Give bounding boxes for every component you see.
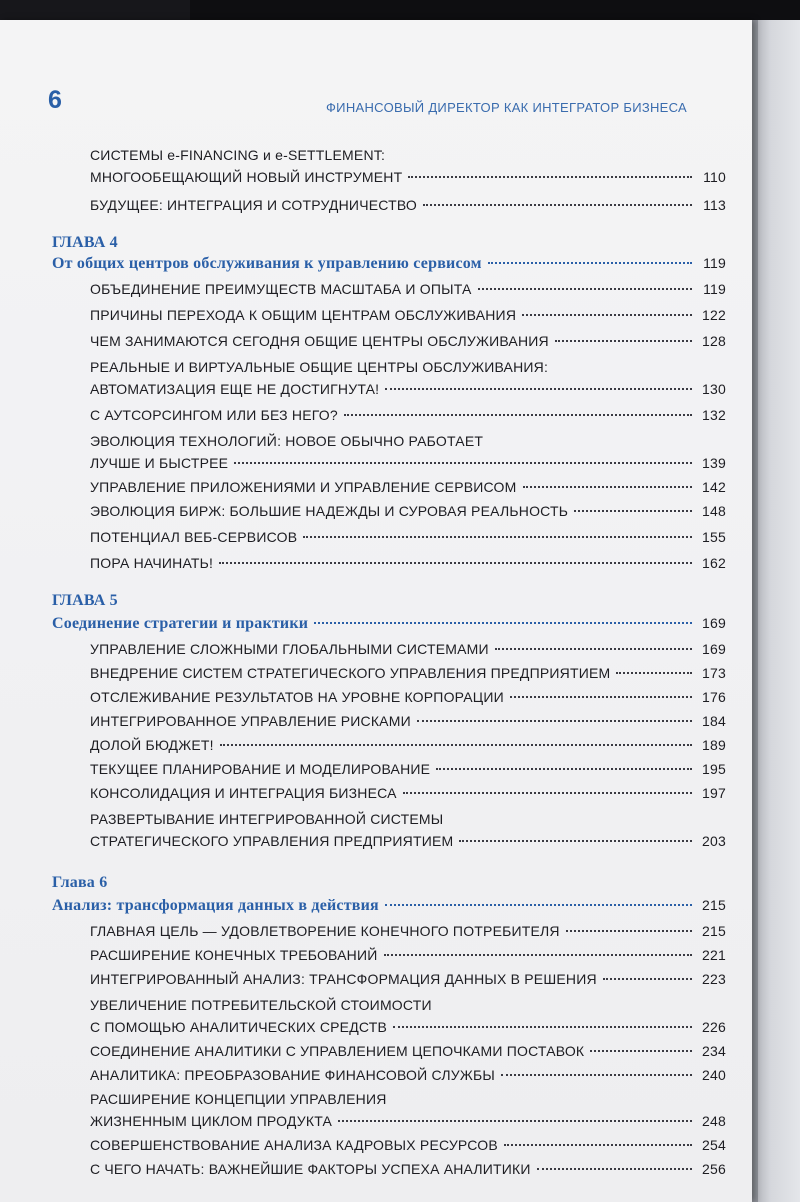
toc-entry-title: ЧЕМ ЗАНИМАЮТСЯ СЕГОДНЯ ОБЩИЕ ЦЕНТРЫ ОБСЛУЖИВАНИЯ [90,333,549,349]
toc-entry-title: ИНТЕГРИРОВАННЫЙ АНАЛИЗ: ТРАНСФОРМАЦИЯ ДАННЫХ В РЕШЕНИЯ [90,971,597,987]
toc-entry-page: 132 [702,407,726,423]
toc-entry [90,166,726,188]
toc-entry [90,944,726,966]
toc-entry-page: 203 [702,833,726,849]
running-head: ФИНАНСОВЫЙ ДИРЕКТОР КАК ИНТЕГРАТОР БИЗНЕСА [326,100,688,115]
toc-entry [90,378,726,400]
toc-entry-title: АНАЛИТИКА: ПРЕОБРАЗОВАНИЕ ФИНАНСОВОЙ СЛУЖБЫ [90,1067,495,1083]
page-number: 6 [48,86,62,114]
dot-leader [603,978,692,980]
toc-entry [90,968,726,990]
toc-entry-page: 226 [702,1019,726,1035]
toc-entry-title: ИНТЕГРИРОВАННОЕ УПРАВЛЕНИЕ РИСКАМИ [90,713,411,729]
toc-entry [90,758,726,780]
chapter-title-entry [52,612,726,634]
toc-entry-title: ТЕКУЩЕЕ ПЛАНИРОВАНИЕ И МОДЕЛИРОВАНИЕ [90,761,431,777]
toc-entry-page: 197 [702,785,726,801]
toc-entry-title: ЭВОЛЮЦИЯ БИРЖ: БОЛЬШИЕ НАДЕЖДЫ И СУРОВАЯ РЕАЛЬНОСТЬ [90,503,569,519]
chapter-page: 119 [703,255,726,271]
chapter-page: 169 [702,615,726,631]
toc-entry-line1: РАСШИРЕНИЕ КОНЦЕПЦИИ УПРАВЛЕНИЯ [90,1091,387,1107]
toc-entry-title: ДОЛОЙ БЮДЖЕТ! [90,737,214,753]
toc-entry-page: 113 [703,197,726,213]
dot-leader [537,1168,692,1170]
dot-leader [555,340,692,342]
toc-entry-page: 162 [702,555,726,571]
toc-entry [90,920,726,942]
toc-entry-title: КОНСОЛИДАЦИЯ И ИНТЕГРАЦИЯ БИЗНЕСА [90,785,397,801]
toc-entry-title: СТРАТЕГИЧЕСКОГО УПРАВЛЕНИЯ ПРЕДПРИЯТИЕМ [90,833,454,849]
toc-entry-page: 184 [702,713,726,729]
dot-leader [338,1120,692,1122]
toc-entry-title: С ЧЕГО НАЧАТЬ: ВАЖНЕЙШИЕ ФАКТОРЫ УСПЕХА АНАЛИТИКИ [90,1161,531,1177]
dot-leader [523,486,693,488]
dot-leader [510,696,692,698]
toc-entry-title: БУДУЩЕЕ: ИНТЕГРАЦИЯ И СОТРУДНИЧЕСТВО [90,197,418,213]
toc-entry [90,1110,726,1132]
dot-leader [344,414,692,416]
toc-entry-title: АВТОМАТИЗАЦИЯ ЕЩЕ НЕ ДОСТИГНУТА! [90,381,380,397]
toc-entry-page: 142 [702,479,726,495]
toc-entry-page: 173 [702,665,726,681]
toc-entry-page: 176 [702,689,726,705]
dot-leader [459,840,692,842]
toc-entry [90,526,726,548]
book-page [0,20,752,1202]
toc-entry-page: 119 [703,281,726,297]
toc-entry [90,194,726,216]
toc-entry-title: ПОТЕНЦИАЛ ВЕБ-СЕРВИСОВ [90,529,298,545]
toc-entry-title: ЛУЧШЕ И БЫСТРЕЕ [90,455,229,471]
dot-leader [501,1074,692,1076]
dot-leader [403,792,692,794]
toc-entry [90,734,726,756]
toc-entry-page: 234 [702,1043,726,1059]
toc-entry-page: 130 [702,381,726,397]
toc-entry-page: 240 [702,1067,726,1083]
toc-entry-page: 256 [702,1161,726,1177]
toc-entry-page: 254 [702,1137,726,1153]
dot-leader [574,510,692,512]
dot-leader [384,954,692,956]
toc-entry-line1: СИСТЕМЫ e-FINANCING и e-SETTLEMENT: [90,147,386,163]
toc-entry [90,638,726,660]
dot-leader [303,536,692,538]
toc-entry [90,1064,726,1086]
dot-leader [314,622,692,624]
toc-entry [90,500,726,522]
toc-entry-page: 139 [702,455,726,471]
toc-entry-page: 110 [703,169,726,185]
toc-entry-title: ОТСЛЕЖИВАНИЕ РЕЗУЛЬТАТОВ НА УРОВНЕ КОРПОРАЦИИ [90,689,504,705]
toc-entry-title: СОЕДИНЕНИЕ АНАЛИТИКИ С УПРАВЛЕНИЕМ ЦЕПОЧКАМИ ПОСТАВОК [90,1043,585,1059]
adjacent-page-edge [758,20,800,1202]
chapter-title-entry [52,252,726,274]
toc-entry-line1: РАЗВЕРТЫВАНИЕ ИНТЕГРИРОВАННОЙ СИСТЕМЫ [90,811,444,827]
toc-entry [90,476,726,498]
dot-leader [219,562,692,564]
toc-entry [90,686,726,708]
dot-leader [616,672,692,674]
toc-entry-title: МНОГООБЕЩАЮЩИЙ НОВЫЙ ИНСТРУМЕНТ [90,169,403,185]
toc-entry-page: 122 [702,307,726,323]
toc-entry-page: 215 [702,923,726,939]
toc-entry-title: С АУТСОРСИНГОМ ИЛИ БЕЗ НЕГО? [90,407,338,423]
chapter-title-entry [52,894,726,916]
dot-leader [522,314,692,316]
toc-entry-line1: РЕАЛЬНЫЕ И ВИРТУАЛЬНЫЕ ОБЩИЕ ЦЕНТРЫ ОБСЛУЖИВАНИЯ: [90,359,549,375]
toc-entry-title: СОВЕРШЕНСТВОВАНИЕ АНАЛИЗА КАДРОВЫХ РЕСУРСОВ [90,1137,498,1153]
toc-entry-title: РАСШИРЕНИЕ КОНЕЧНЫХ ТРЕБОВАНИЙ [90,947,378,963]
toc-entry-title: ГЛАВНАЯ ЦЕЛЬ — УДОВЛЕТВОРЕНИЕ КОНЕЧНОГО ПОТРЕБИТЕЛЯ [90,923,560,939]
dot-leader [423,204,692,206]
dot-leader [504,1144,692,1146]
chapter-label: ГЛАВА 5 [52,592,118,609]
dot-leader [393,1026,692,1028]
toc-entry [90,710,726,732]
toc-entry-page: 221 [702,947,726,963]
chapter-label: ГЛАВА 4 [52,234,118,251]
toc-entry-page: 148 [702,503,726,519]
toc-entry-title: С ПОМОЩЬЮ АНАЛИТИЧЕСКИХ СРЕДСТВ [90,1019,388,1035]
dot-leader [566,930,692,932]
table-of-contents [0,20,752,1202]
dot-leader [495,648,692,650]
toc-entry-page: 155 [702,529,726,545]
toc-entry-line1: ЭВОЛЮЦИЯ ТЕХНОЛОГИЙ: НОВОЕ ОБЫЧНО РАБОТАЕТ [90,433,484,449]
toc-entry-page: 128 [702,333,726,349]
toc-entry-title: ПРИЧИНЫ ПЕРЕХОДА К ОБЩИМ ЦЕНТРАМ ОБСЛУЖИВАНИЯ [90,307,517,323]
toc-entry [90,330,726,352]
toc-entry [90,830,726,852]
toc-entry [90,452,726,474]
chapter-title: Соединение стратегии и практики [52,615,309,632]
dark-background-top [0,0,800,20]
toc-entry [90,1134,726,1156]
toc-entry-page: 195 [702,761,726,777]
toc-entry [90,552,726,574]
toc-entry [90,1016,726,1038]
dot-leader [590,1050,692,1052]
toc-entry-page: 248 [702,1113,726,1129]
chapter-title: От общих центров обслуживания к управлению сервисом [52,255,482,272]
toc-entry-title: УПРАВЛЕНИЕ СЛОЖНЫМИ ГЛОБАЛЬНЫМИ СИСТЕМАМИ [90,641,489,657]
toc-entry-page: 169 [702,641,726,657]
dot-leader [488,262,692,264]
toc-entry [90,278,726,300]
chapter-page: 215 [702,897,726,913]
toc-entry [90,1158,726,1180]
dot-leader [408,176,692,178]
toc-entry-line1: УВЕЛИЧЕНИЕ ПОТРЕБИТЕЛЬСКОЙ СТОИМОСТИ [90,997,432,1013]
toc-entry-title: ЖИЗНЕННЫМ ЦИКЛОМ ПРОДУКТА [90,1113,333,1129]
toc-entry-title: ВНЕДРЕНИЕ СИСТЕМ СТРАТЕГИЧЕСКОГО УПРАВЛЕНИЯ ПРЕДПРИЯТИЕМ [90,665,611,681]
toc-entry [90,782,726,804]
toc-entry-title: ОБЪЕДИНЕНИЕ ПРЕИМУЩЕСТВ МАСШТАБА И ОПЫТА [90,281,472,297]
toc-entry [90,1040,726,1062]
toc-entry [90,662,726,684]
chapter-label: Глава 6 [52,874,108,891]
toc-entry-page: 223 [702,971,726,987]
toc-entry-page: 189 [702,737,726,753]
dot-leader [220,744,692,746]
toc-entry [90,404,726,426]
dot-leader [234,462,692,464]
dot-leader [436,768,692,770]
toc-entry-title: УПРАВЛЕНИЕ ПРИЛОЖЕНИЯМИ И УПРАВЛЕНИЕ СЕРВИСОМ [90,479,517,495]
dot-leader [385,904,692,906]
toc-entry [90,304,726,326]
dot-leader [417,720,692,722]
dot-leader [478,288,692,290]
chapter-title: Анализ: трансформация данных в действия [52,897,379,914]
dot-leader [385,388,692,390]
toc-entry-title: ПОРА НАЧИНАТЬ! [90,555,214,571]
